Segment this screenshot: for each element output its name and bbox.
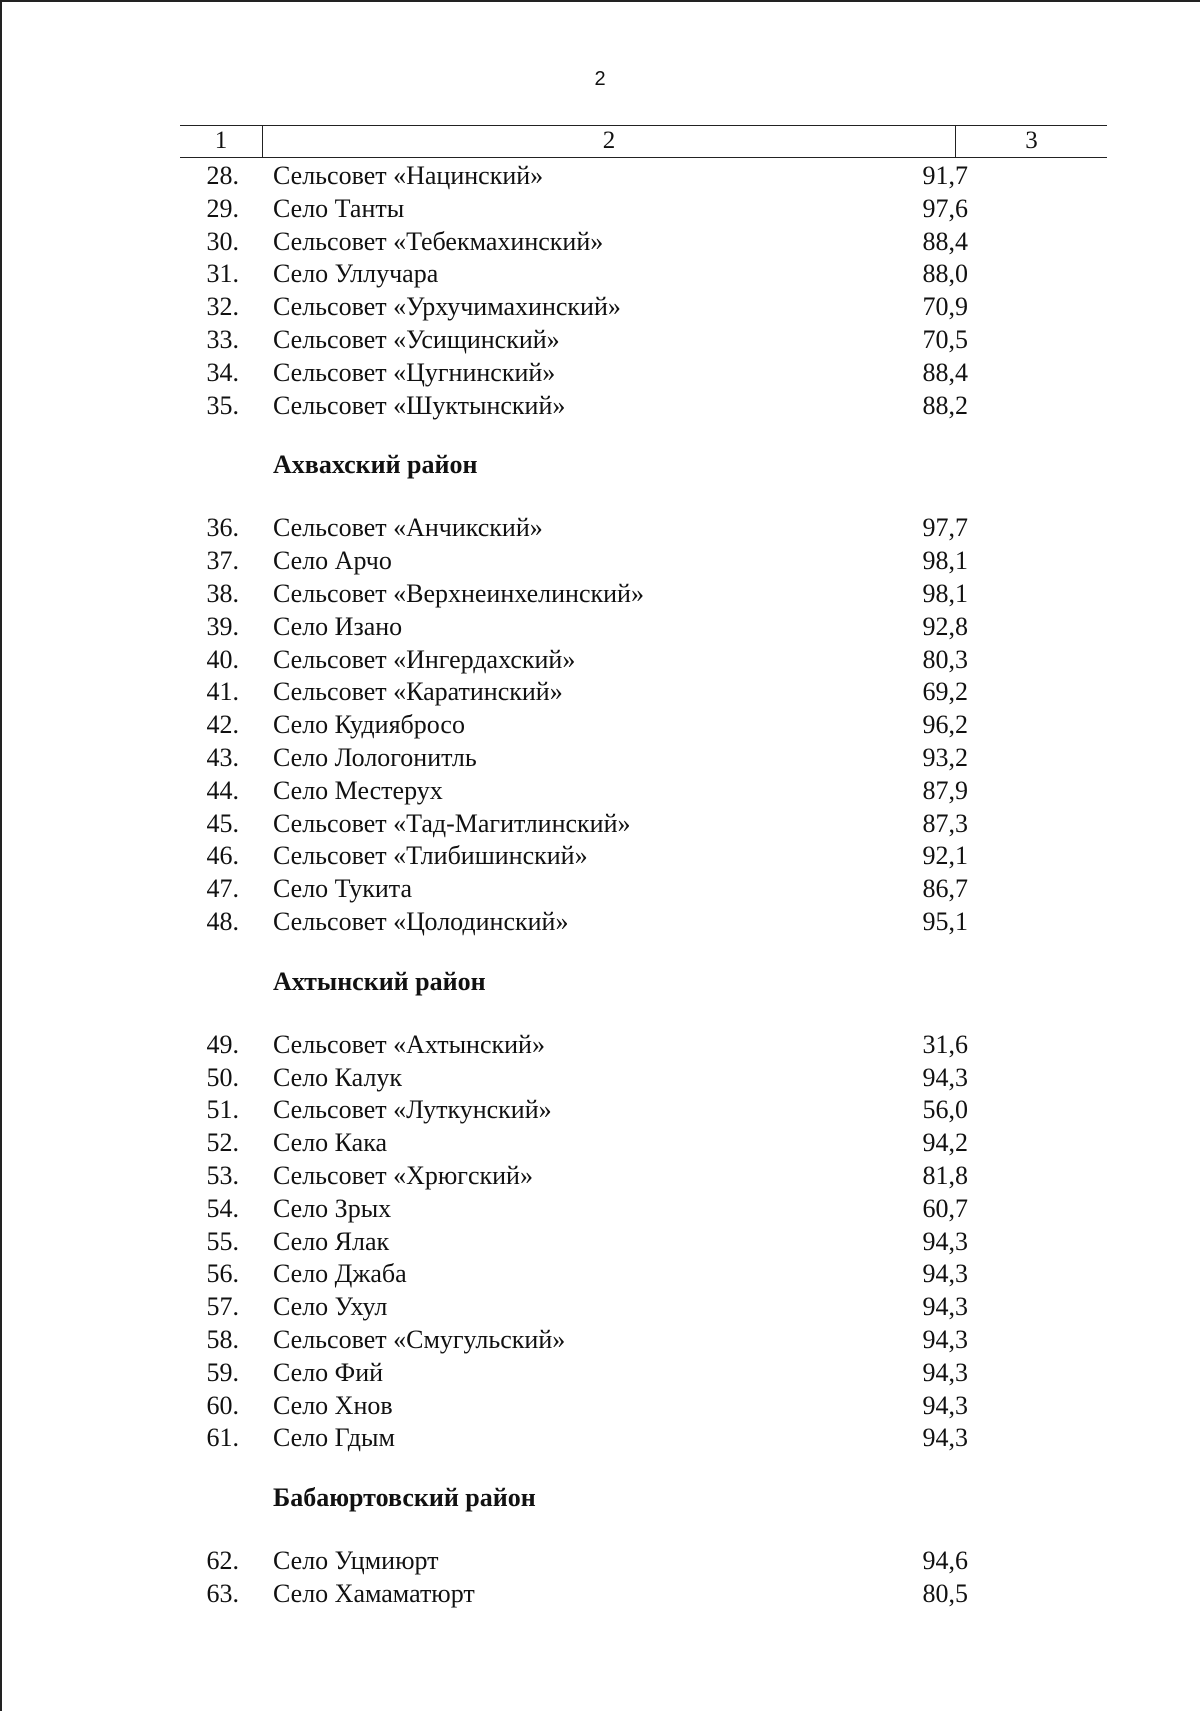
- row-number: 50.: [206, 1062, 239, 1092]
- row-number: 30.: [206, 226, 239, 256]
- row-name: Сельсовет «Цугнинский»: [273, 357, 556, 387]
- row-name: Село Лологонитль: [273, 742, 477, 772]
- row-name: Сельсовет «Каратинский»: [273, 677, 563, 707]
- row-number: 63.: [206, 1578, 239, 1608]
- section-title: Ахтынский район: [273, 966, 486, 996]
- row-number: 28.: [206, 161, 239, 190]
- row-number: 29.: [206, 193, 239, 223]
- row-value: 94,3: [922, 1423, 968, 1453]
- row-name: Село Кудиябросо: [273, 710, 465, 740]
- row-name: Село Ялак: [273, 1226, 390, 1256]
- row-name: Село Уллучара: [273, 259, 439, 289]
- row-number: 32.: [206, 292, 239, 322]
- row-name: Сельсовет «Тад-Магитлинский»: [273, 808, 631, 838]
- row-value: 96,2: [922, 710, 968, 740]
- row-name: Сельсовет «Анчикский»: [273, 513, 543, 543]
- row-name: Сельсовет «Тлибишинский»: [273, 841, 588, 871]
- row-number: 37.: [206, 546, 239, 576]
- table-row: [0, 1127, 1200, 1160]
- row-name: Сельсовет «Цолодинский»: [273, 906, 569, 936]
- row-name: Село Ухул: [273, 1292, 388, 1322]
- row-number: 40.: [206, 644, 239, 674]
- row-number: 55.: [206, 1226, 239, 1256]
- row-number: 59.: [206, 1357, 239, 1387]
- row-name: Село Калук: [273, 1062, 403, 1092]
- table-row: [0, 357, 1200, 390]
- table-header: [180, 125, 1107, 158]
- row-value: 88,4: [922, 357, 968, 387]
- table-row: [0, 1291, 1200, 1324]
- table-row: [0, 840, 1200, 873]
- row-name: Село Местерух: [273, 775, 443, 805]
- table-row: [0, 1226, 1200, 1259]
- row-name: Село Уцмиюрт: [273, 1546, 439, 1576]
- row-name: Сельсовет «Луткунский»: [273, 1095, 552, 1125]
- row-value: 88,2: [922, 390, 968, 420]
- row-name: Сельсовет «Нацинский»: [273, 161, 544, 190]
- table-row: [0, 578, 1200, 611]
- section-heading: [0, 1455, 1200, 1545]
- row-name: Село Гдым: [273, 1423, 395, 1453]
- page-number: 2: [594, 68, 606, 90]
- row-number: 35.: [206, 390, 239, 420]
- row-number: 31.: [206, 259, 239, 289]
- row-value: 94,3: [922, 1259, 968, 1289]
- row-value: 87,9: [922, 775, 968, 805]
- row-value: 60,7: [922, 1193, 968, 1223]
- row-number: 36.: [206, 513, 239, 543]
- table-row: [0, 1094, 1200, 1127]
- row-name: Сельсовет «Ингердахский»: [273, 644, 576, 674]
- header-col-1: 1: [214, 127, 228, 154]
- row-name: Село Зрых: [273, 1193, 392, 1223]
- table-row: [0, 390, 1200, 423]
- row-value: 92,1: [922, 841, 968, 871]
- row-number: 39.: [206, 611, 239, 641]
- row-value: 56,0: [922, 1095, 968, 1125]
- row-number: 38.: [206, 578, 239, 608]
- table-row: [0, 676, 1200, 709]
- row-value: 93,2: [922, 742, 968, 772]
- row-number: 57.: [206, 1292, 239, 1322]
- row-number: 47.: [206, 874, 239, 904]
- row-name: Сельсовет «Шуктынский»: [273, 390, 566, 420]
- row-number: 48.: [206, 906, 239, 936]
- row-value: 87,3: [922, 808, 968, 838]
- row-value: 81,8: [922, 1160, 968, 1190]
- table-row: [0, 1258, 1200, 1291]
- row-value: 95,1: [922, 906, 968, 936]
- row-number: 41.: [206, 677, 239, 707]
- table-row: [0, 1062, 1200, 1095]
- row-number: 46.: [206, 841, 239, 871]
- row-value: 92,8: [922, 611, 968, 641]
- row-value: 94,3: [922, 1292, 968, 1322]
- row-number: 52.: [206, 1128, 239, 1158]
- row-value: 98,1: [922, 578, 968, 608]
- table-row: [0, 906, 1200, 939]
- table-row: [0, 1390, 1200, 1423]
- row-value: 88,0: [922, 259, 968, 289]
- row-value: 97,7: [922, 513, 968, 543]
- table-row: [0, 512, 1200, 545]
- row-number: 43.: [206, 742, 239, 772]
- row-value: 91,7: [922, 161, 968, 190]
- row-value: 94,3: [922, 1357, 968, 1387]
- table-row: [0, 324, 1200, 357]
- row-name: Сельсовет «Тебекмахинский»: [273, 226, 604, 256]
- row-number: 60.: [206, 1390, 239, 1420]
- header-col-3: 3: [1025, 127, 1038, 154]
- table-row: [0, 808, 1200, 841]
- table-row: [0, 545, 1200, 578]
- section-title: Ахвахский район: [273, 450, 478, 480]
- row-name: Сельсовет «Ахтынский»: [273, 1029, 545, 1059]
- table-body: [0, 160, 1200, 1611]
- row-name: Село Хамаматюрт: [273, 1578, 475, 1608]
- section-title: Бабаюртовский район: [273, 1483, 536, 1513]
- row-number: 54.: [206, 1193, 239, 1223]
- table-row: [0, 1578, 1200, 1611]
- row-number: 34.: [206, 357, 239, 387]
- table-row: [0, 258, 1200, 291]
- table-row: [0, 193, 1200, 226]
- row-value: 31,6: [922, 1029, 968, 1059]
- row-number: 58.: [206, 1324, 239, 1354]
- row-name: Сельсовет «Хрюгский»: [273, 1160, 533, 1190]
- row-number: 49.: [206, 1029, 239, 1059]
- row-value: 94,6: [922, 1546, 968, 1576]
- table-row: [0, 709, 1200, 742]
- table-row: [0, 611, 1200, 644]
- row-value: 70,5: [922, 324, 968, 354]
- row-name: Село Хнов: [273, 1390, 393, 1420]
- row-name: Село Тукита: [273, 874, 413, 904]
- row-name: Село Джаба: [273, 1259, 407, 1289]
- row-value: 94,3: [922, 1226, 968, 1256]
- row-name: Село Изано: [273, 611, 403, 641]
- row-number: 44.: [206, 775, 239, 805]
- table-row: [0, 1545, 1200, 1578]
- row-value: 86,7: [922, 874, 968, 904]
- row-name: Сельсовет «Урхучимахинский»: [273, 292, 621, 322]
- row-name: Село Кака: [273, 1128, 387, 1158]
- row-number: 51.: [206, 1095, 239, 1125]
- row-value: 69,2: [922, 677, 968, 707]
- row-number: 61.: [206, 1423, 239, 1453]
- row-value: 80,5: [922, 1578, 968, 1608]
- row-number: 33.: [206, 324, 239, 354]
- scan-border-top: [0, 0, 1200, 2]
- table-row: [0, 775, 1200, 808]
- table-row: [0, 1324, 1200, 1357]
- row-number: 56.: [206, 1259, 239, 1289]
- row-name: Сельсовет «Верхнеинхелинский»: [273, 578, 644, 608]
- table-row: [0, 1422, 1200, 1455]
- table-row: [0, 160, 1200, 193]
- row-value: 94,3: [922, 1062, 968, 1092]
- row-value: 98,1: [922, 546, 968, 576]
- row-name: Сельсовет «Усищинский»: [273, 324, 560, 354]
- table-row: [0, 1029, 1200, 1062]
- row-value: 88,4: [922, 226, 968, 256]
- row-number: 45.: [206, 808, 239, 838]
- table-row: [0, 742, 1200, 775]
- row-value: 94,2: [922, 1128, 968, 1158]
- row-value: 70,9: [922, 292, 968, 322]
- table-row: [0, 226, 1200, 259]
- row-number: 62.: [206, 1546, 239, 1576]
- row-name: Село Фий: [273, 1357, 384, 1387]
- row-value: 80,3: [922, 644, 968, 674]
- table-row: [0, 873, 1200, 906]
- section-heading: [0, 939, 1200, 1029]
- row-number: 42.: [206, 710, 239, 740]
- row-value: 97,6: [922, 193, 968, 223]
- section-heading: [0, 422, 1200, 512]
- row-name: Село Танты: [273, 193, 405, 223]
- header-col-2: 2: [262, 126, 956, 157]
- table-row: [0, 291, 1200, 324]
- row-value: 94,3: [922, 1390, 968, 1420]
- row-name: Сельсовет «Смугульский»: [273, 1324, 566, 1354]
- table-row: [0, 1357, 1200, 1390]
- table-row: [0, 644, 1200, 677]
- table-row: [0, 1193, 1200, 1226]
- row-value: 94,3: [922, 1324, 968, 1354]
- table-row: [0, 1160, 1200, 1193]
- row-name: Село Арчо: [273, 546, 392, 576]
- row-number: 53.: [206, 1160, 239, 1190]
